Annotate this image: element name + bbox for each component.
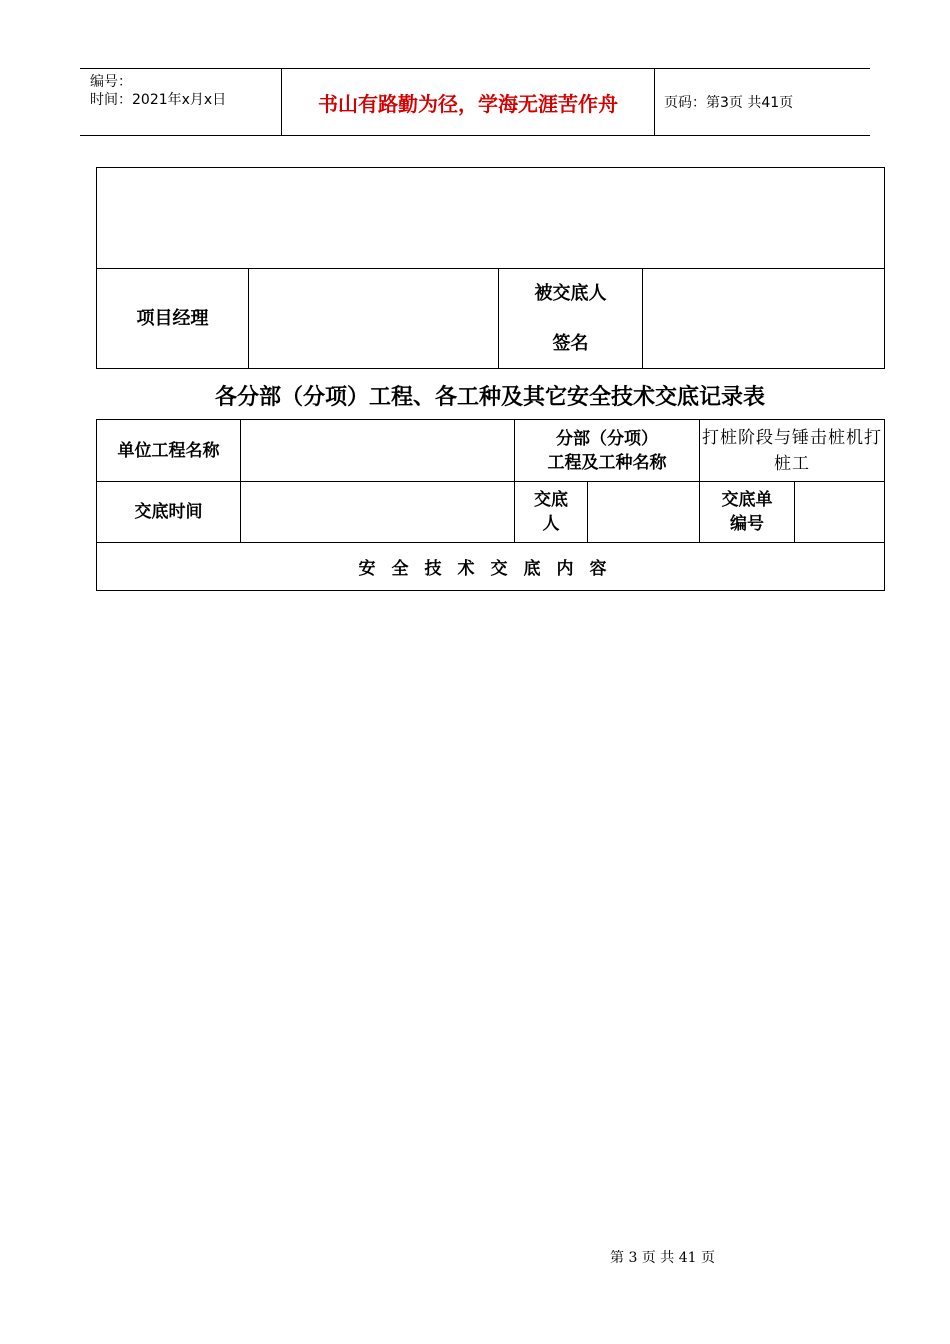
number-label-line1: 交底单 — [721, 490, 773, 510]
subitem-label-line2: 工程及工种名称 — [547, 452, 667, 473]
person-label-line1: 交底 — [534, 490, 568, 510]
content-heading-cell — [97, 543, 885, 591]
unit-name-label-cell — [97, 420, 241, 482]
header-date: 时间：2021年x月x日 — [90, 92, 227, 108]
person-field[interactable] — [588, 482, 700, 543]
unit-name-field[interactable] — [241, 420, 515, 482]
pm-label-cell — [97, 269, 249, 369]
number-label-cell — [700, 482, 795, 543]
header-number-label: 编号： — [90, 74, 132, 90]
recipient-label: 被交底人 — [534, 282, 607, 304]
content-heading: 安全技术交底内容 — [358, 559, 623, 579]
blank-content-cell — [97, 168, 885, 269]
header-divider-right — [654, 68, 655, 136]
header-page-number: 页码：第3页 共41页 — [664, 95, 794, 111]
person-label-cell — [515, 482, 588, 543]
disclosure-table — [96, 419, 885, 591]
sign-label: 签名 — [552, 332, 589, 354]
person-label-line2: 人 — [542, 514, 560, 534]
recipient-signature-field[interactable] — [643, 269, 885, 369]
subitem-value[interactable]: 打桩阶段与锤击桩机打桩工 — [700, 420, 885, 482]
time-label: 交底时间 — [134, 502, 203, 522]
header-motto: 书山有路勤为径，学海无涯苦作舟 — [318, 91, 618, 116]
time-field[interactable] — [241, 482, 515, 543]
number-field[interactable] — [795, 482, 885, 543]
pm-signature-field[interactable] — [249, 269, 499, 369]
recipient-label-cell — [499, 269, 643, 369]
footer-page-number: 第 3 页 共 41 页 — [610, 1250, 715, 1266]
form-title: 各分部（分项）工程、各工种及其它安全技术交底记录表 — [214, 385, 765, 410]
unit-name-label: 单位工程名称 — [117, 440, 220, 461]
subitem-label-line1: 分部（分项） — [556, 428, 658, 449]
number-label-line2: 编号 — [730, 514, 764, 534]
subitem-label-cell — [515, 420, 700, 482]
time-label-cell — [97, 482, 241, 543]
pm-label: 项目经理 — [136, 307, 209, 329]
signature-table — [96, 167, 885, 369]
